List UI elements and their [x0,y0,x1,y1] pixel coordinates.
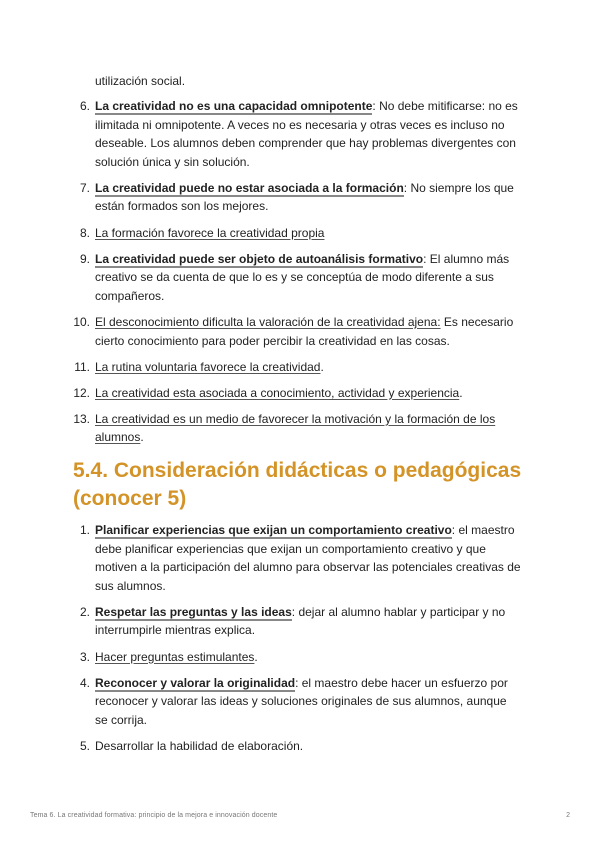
item-text: El alumno más creativo se da cuenta de que lo es y se conceptúa de modo diferente a sus compañeros. [95,251,510,303]
list-item [0,410,522,447]
item-title: Planificar experiencias que exijan un comportamiento creativo [95,523,452,537]
item-number: 9. [79,251,90,266]
item-number: 8. [79,225,90,240]
item-text: No debe mitificarse: no es ilimitada ni omnipotente. A veces no es necesaria y otras veces es incluso no deseable. Los alumnos deben comprender que hay problemas divergentes con solución única y sin solución. [95,99,518,169]
item-number: 12. [73,385,90,400]
item-text: el maestro debe planificar experiencias que exijan un comportamiento creativo y que motiven a la participación del alumno para observar las potenciales creativas de sus alumnos. [95,523,521,593]
list-item [0,358,522,377]
item-separator: : [372,99,380,113]
item-title: La creatividad puede no estar asociada a la formación [95,180,404,195]
item-title: La creatividad esta asociada a conocimiento, actividad y experiencia [95,385,460,400]
pedagogical-list [0,521,600,756]
item-number: 2. [79,604,90,619]
item-title: Respetar las preguntas y las ideas [95,604,292,619]
item-title: La creatividad es un medio de favorecer la motivación y la formación de los alumnos [95,411,496,445]
list-item [0,384,522,403]
item-text: el maestro debe hacer un esfuerzo por reconocer y valorar las ideas y soluciones originales de sus alumnos, aunque se corrija. [95,675,508,727]
item-separator: : [451,523,459,537]
list-item [0,179,522,216]
item-separator: : [295,675,302,690]
item-text: . [140,430,144,445]
item-text: dejar al alumno hablar y participar y no interrumpirle mientras explica. [95,604,506,638]
item-number: 4. [79,675,90,690]
item-number: 7. [79,180,90,195]
item-number: 10. [73,314,90,329]
list-item [0,648,522,667]
item-number: 5. [79,738,90,753]
item-number: 1. [79,523,90,537]
item-title: La creatividad no es una capacidad omnipotente [95,99,373,113]
list-item [0,313,522,350]
list-item [0,224,522,243]
list-item [0,674,522,730]
item-text: . [459,385,463,400]
item-number: 6. [79,99,90,113]
item-text: No siempre los que están formados son los mejores. [95,180,514,214]
continuation-text: utilización social. [95,74,186,88]
item-text: . [254,649,258,664]
list-item [0,521,522,595]
list-item [0,603,522,640]
page-number: 2 [566,812,570,819]
item-text: Desarrollar la habilidad de elaboración. [95,738,304,753]
item-title: La creatividad puede ser objeto de autoanálisis formativo [95,251,424,266]
item-text: . [320,359,324,374]
principles-list [0,97,600,447]
item-title: Reconocer y valorar la originalidad [95,675,296,690]
item-separator: : [403,180,411,195]
item-number: 13. [73,411,90,426]
page-footer: Tema 6. La creatividad formativa: principio de la mejora e innovación docente [30,812,278,819]
item-title: El desconocimiento dificulta la valoración de la creatividad ajena: [95,314,441,329]
item-text: Es necesario cierto conocimiento para poder percibir la creatividad en las cosas. [95,314,514,348]
list-item [0,737,522,756]
item-title: La formación favorece la creatividad propia [95,225,325,240]
list-item [0,97,522,171]
item-number: 3. [79,649,90,664]
item-number: 11. [74,359,90,374]
item-separator: : [423,251,430,266]
list-item [0,250,522,306]
item-separator: : [291,604,299,619]
item-title: La rutina voluntaria favorece la creatividad [95,359,321,374]
item-title: Hacer preguntas estimulantes [95,649,255,664]
section-heading: 5.4. Consideración didácticas o pedagógicas (conocer 5) [73,459,522,510]
